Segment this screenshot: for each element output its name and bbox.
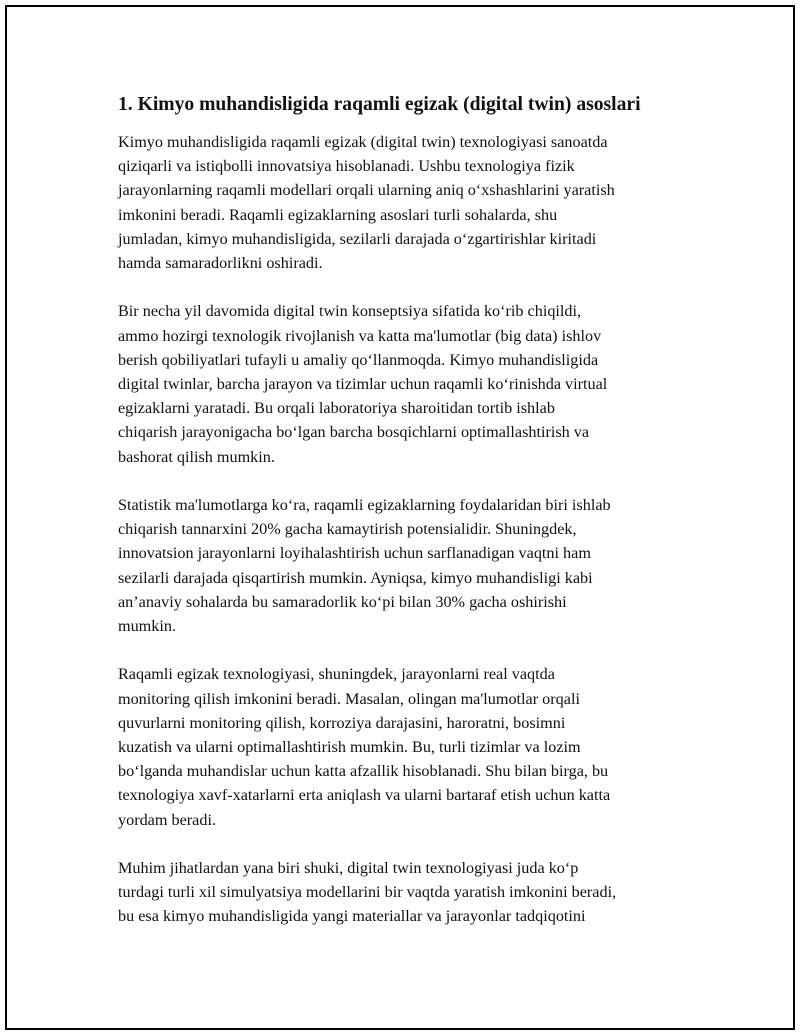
text-line: chiqarish jarayonigacha bo‘lgan barcha bosqichlarni optimallashtirish va	[118, 423, 590, 442]
text-line: imkonini beradi. Raqamli egizaklarning asoslari turli sohalarda, shu	[118, 205, 558, 224]
text-line: an’anaviy sohalarda bu samaradorlik ko‘pi bilan 30% gacha oshirishi	[118, 592, 567, 611]
paragraph-3	[118, 493, 698, 638]
text-line: Muhim jihatlardan yana biri shuki, digital twin texnologiyasi juda ko‘p	[118, 859, 579, 878]
text-line: digital twinlar, barcha jarayon va tizimlar uchun raqamli ko‘rinishda virtual	[118, 375, 608, 394]
text-line: berish qobiliyatlari tufayli u amaliy qo‘llanmoqda. Kimyo muhandisligida	[118, 350, 599, 369]
text-line: hamda samaradorlikni oshiradi.	[118, 254, 323, 273]
text-line: egizaklarni yaratadi. Bu orqali laboratoriya sharoitidan tortib ishlab	[118, 399, 555, 418]
text-line: turdagi turli xil simulyatsiya modellarini bir vaqtda yaratish imkonini beradi,	[118, 883, 617, 902]
text-line: Statistik ma'lumotlarga ko‘ra, raqamli egizaklarning foydalaridan biri ishlab	[118, 496, 611, 515]
text-line: yordam beradi.	[118, 810, 216, 829]
text-line: Raqamli egizak texnologiyasi, shuningdek, jarayonlarni real vaqtda	[118, 665, 555, 684]
text-line: innovatsion jarayonlarni loyihalashtirish uchun sarflanadigan vaqtni ham	[118, 544, 591, 563]
text-line: chiqarish tannarxini 20% gacha kamaytirish potensialidir. Shuningdek,	[118, 520, 577, 539]
text-line: bu esa kimyo muhandisligida yangi materiallar va jarayonlar tadqiqotini	[118, 907, 586, 926]
text-line: bashorat qilish mumkin.	[118, 447, 275, 466]
text-line: sezilarli darajada qisqartirish mumkin. Ayniqsa, kimyo muhandisligi kabi	[118, 568, 593, 587]
text-line: Kimyo muhandisligida raqamli egizak (digital twin) texnologiyasi sanoatda	[118, 133, 608, 151]
paragraph-2	[118, 299, 698, 468]
text-line: qiziqarli va istiqbolli innovatsiya hisoblanadi. Ushbu texnologiya fizik	[118, 157, 575, 176]
paragraph-1	[118, 130, 698, 275]
paragraph-5	[118, 856, 698, 929]
text-line: quvurlarni monitoring qilish, korroziya darajasini, haroratni, bosimni	[118, 713, 566, 732]
paragraph-4	[118, 662, 698, 831]
section-heading: 1. Kimyo muhandisligida raqamli egizak (digital twin) asoslari	[118, 94, 641, 115]
text-line: mumkin.	[118, 617, 177, 636]
document-body	[118, 92, 698, 953]
text-line: kuzatish va ularni optimallashtirish mumkin. Bu, turli tizimlar va lozim	[118, 738, 581, 757]
text-line: jumladan, kimyo muhandisligida, sezilarli darajada o‘zgartirishlar kiritadi	[118, 229, 597, 248]
text-line: jarayonlarning raqamli modellari orqali ularning aniq o‘xshashlarini yaratish	[118, 181, 615, 200]
text-line: ammo hozirgi texnologik rivojlanish va katta ma'lumotlar (big data) ishlov	[118, 326, 602, 345]
text-line: texnologiya xavf-xatarlarni erta aniqlash va ularni bartaraf etish uchun katta	[118, 786, 611, 805]
text-line: monitoring qilish imkonini beradi. Masalan, olingan ma'lumotlar orqali	[118, 689, 580, 708]
text-line: Bir necha yil davomida digital twin konseptsiya sifatida ko‘rib chiqildi,	[118, 302, 582, 321]
text-line: bo‘lganda muhandislar uchun katta afzallik hisoblanadi. Shu bilan birga, bu	[118, 762, 609, 781]
